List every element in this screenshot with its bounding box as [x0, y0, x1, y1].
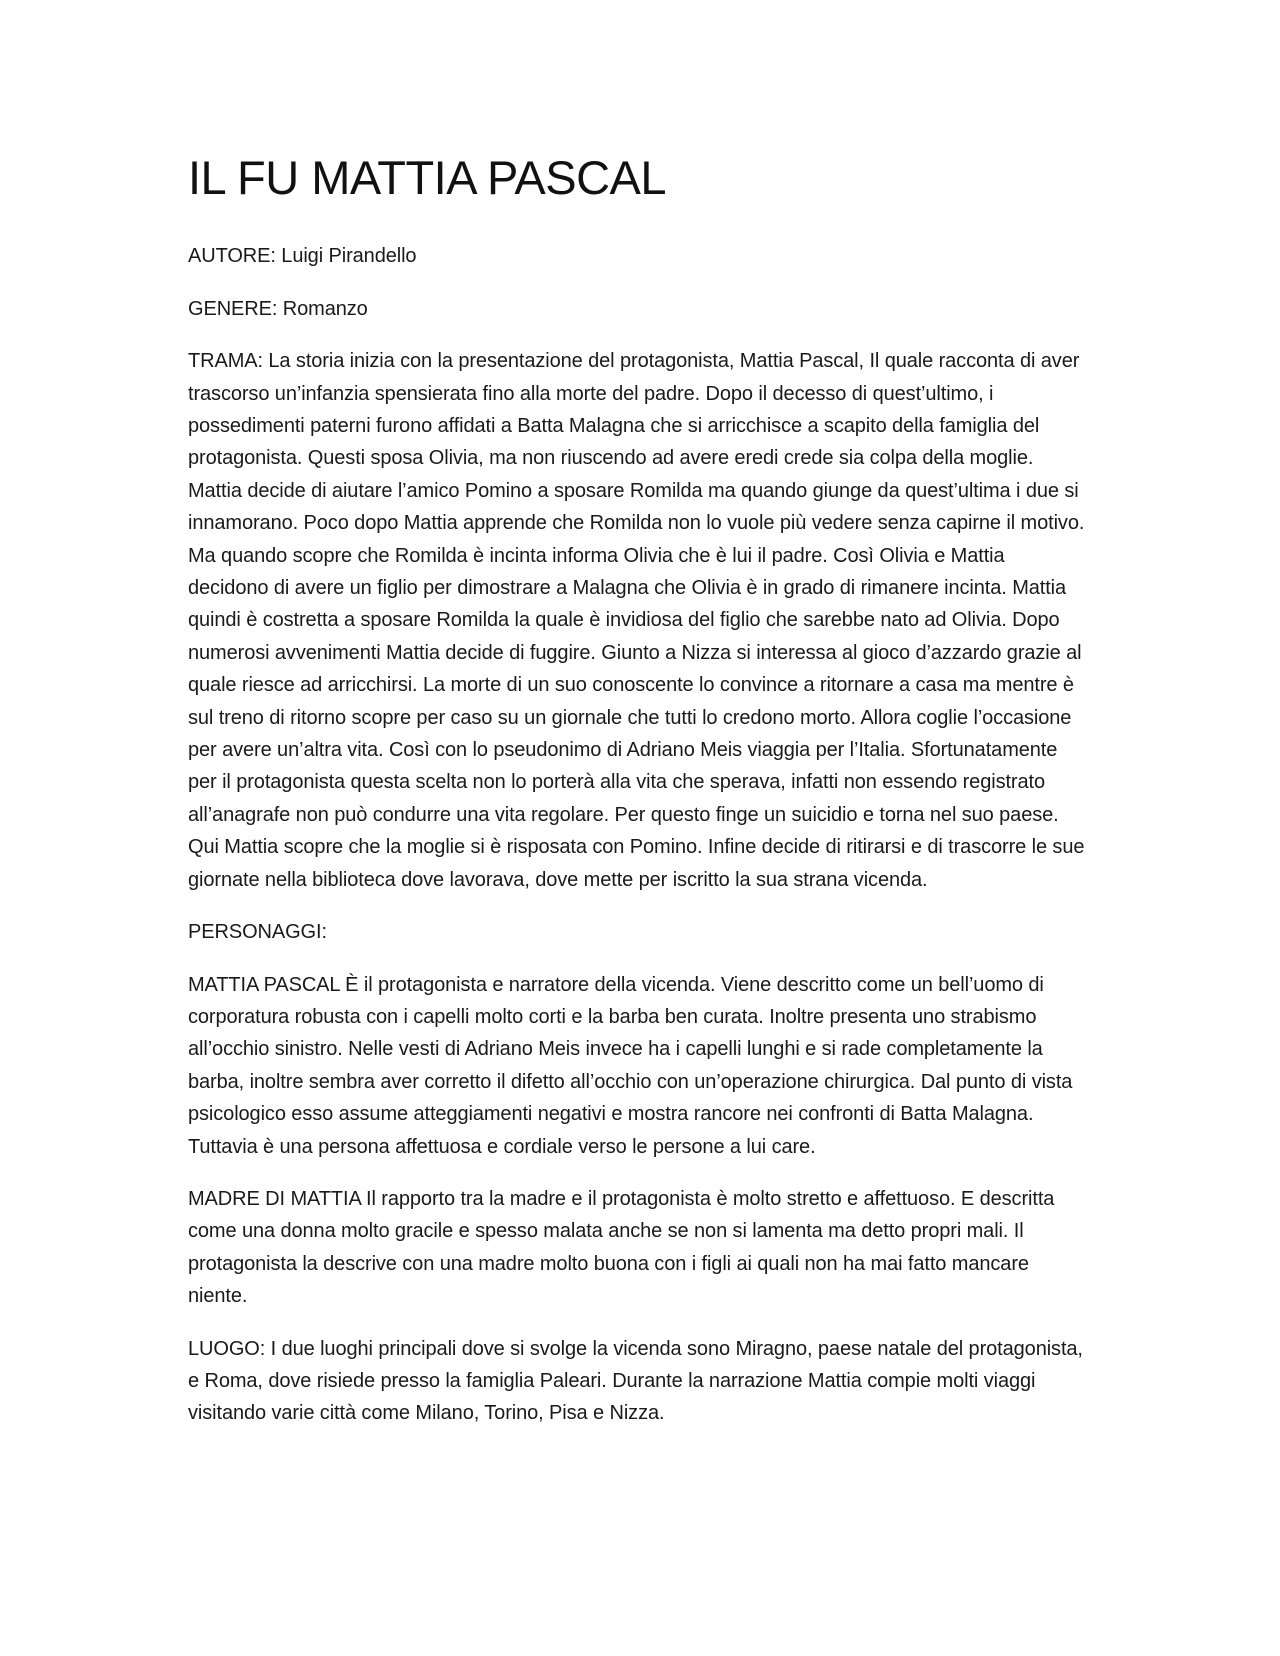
genre-paragraph: GENERE: Romanzo: [188, 297, 368, 320]
document-page: [188, 150, 1088, 1450]
author-paragraph: AUTORE: Luigi Pirandello: [188, 245, 417, 268]
places-paragraph: LUOGO: I due luoghi principali dove si svolge la vicenda sono Miragno, paese natale del protagonista, e Roma, dove risiede presso la famiglia Paleari. Durante la narrazione Mattia compie molti viaggi visitando varie città come Milano, Torino, Pisa e Nizza.: [188, 1337, 1083, 1425]
plot-paragraph: TRAMA: La storia inizia con la presentazione del protagonista, Mattia Pascal, Il quale racconta di aver trascorso un’infanzia spensierata fino alla morte del padre. Dopo il decesso di quest’ultimo, i possedimenti paterni furono affidati a Batta Malagna che si arricchisce a scapito della famiglia del protagonista. Questi sposa Olivia, ma non riuscendo ad avere eredi crede sia colpa della moglie. Mattia decide di aiutare l’amico Pomino a sposare Romilda ma quando giunge da quest’ultima i due si innamorano. Poco dopo Mattia apprende che Romilda non lo vuole più vedere senza capirne il motivo. Ma quando scopre che Romilda è incinta informa Olivia che è lui il padre. Così Olivia e Mattia decidono di avere un figlio per dimostrare a Malagna che Olivia è in grado di rimanere incinta. Mattia quindi è costretta a sposare Romilda la quale è invidiosa del figlio che sarebbe nato ad Olivia. Dopo numerosi avvenimenti Mattia decide di fuggire. Giunto a Nizza si interessa al gioco d’azzardo grazie al quale riesce ad arricchirsi. La morte di un suo conoscente lo convince a ritornare a casa ma mentre è sul treno di ritorno scopre per caso su un giornale che tutti lo credono morto. Allora coglie l’occasione per avere un’altra vita. Così con lo pseudonimo di Adriano Meis viaggia per l’Italia. Sfortunatamente per il protagonista questa scelta non lo porterà alla vita che sperava, infatti non essendo registrato all’anagrafe non può condurre una vita regolare. Per questo finge un suicidio e torna nel suo paese. Qui Mattia scopre che la moglie si è risposata con Pomino. Infine decide di ritirarsi e di trascorre le sue giornate nella biblioteca dove lavorava, dove mette per iscritto la sua strana vicenda.: [188, 350, 1085, 891]
character-mother-paragraph: MADRE DI MATTIA Il rapporto tra la madre e il protagonista è molto stretto e affettuoso. E descritta come una donna molto gracile e spesso malata anche se non si lamenta ma detto propri mali. Il protagonista la descrive con una madre molto buona con i figli ai quali non ha mai fatto mancare niente.: [188, 1187, 1055, 1308]
document-title: IL FU MATTIA PASCAL: [188, 151, 667, 204]
character-mattia-paragraph: MATTIA PASCAL È il protagonista e narratore della vicenda. Viene descritto come un bell’uomo di corporatura robusta con i capelli molto corti e la barba ben curata. Inoltre presenta uno strabismo all’occhio sinistro. Nelle vesti di Adriano Meis invece ha i capelli lunghi e si rade completamente la barba, inoltre sembra aver corretto il difetto all’occhio con un’operazione chirurgica. Dal punto di vista psicologico esso assume atteggiamenti negativi e mostra rancore nei confronti di Batta Malagna. Tuttavia è una persona affettuosa e cordiale verso le persone a lui care.: [188, 973, 1073, 1158]
characters-heading: PERSONAGGI:: [188, 921, 327, 944]
